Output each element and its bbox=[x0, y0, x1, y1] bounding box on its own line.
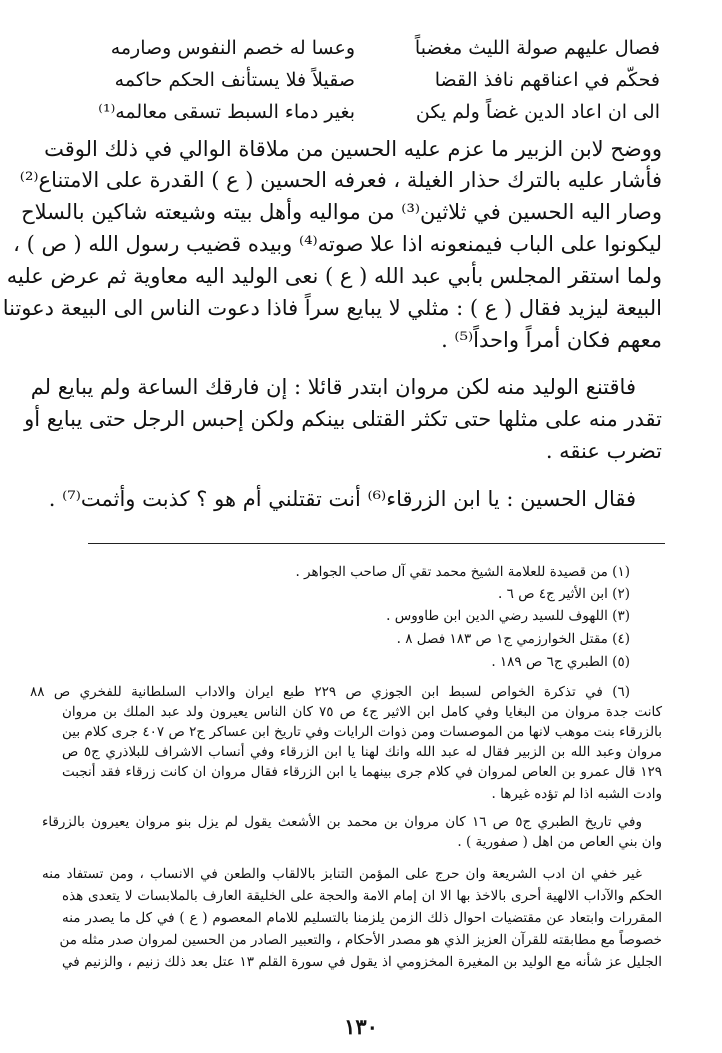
body-line: وصار اليه الحسين في ثلاثين⁽³⁾ من مواليه وأهل بيته وشيعته شاكين بالسلاح bbox=[21, 200, 662, 224]
verse-second-hemistich: وعسا له خصم النفوس وصارمه bbox=[110, 37, 355, 59]
footnote: (٦) في تذكرة الخواص لسبط ابن الجوزي ص ٢٢٩ طبع ايران والاداب السلطانية للفخري ص ٨٨ bbox=[30, 684, 631, 700]
body-line: فأشار عليه بالترك حذار الغيلة ، فعرفه الحسين ( ع ) القدرة على الامتناع⁽²⁾ bbox=[19, 168, 662, 192]
footnote: (٤) مقتل الخوارزمي ج١ ص ١٨٣ فصل ٨ . bbox=[396, 631, 630, 647]
verse-first-hemistich: الى ان اعاد الدين غضاً ولم يكن bbox=[415, 101, 660, 123]
footnote: (٥) الطبري ج٦ ص ١٨٩ . bbox=[491, 654, 630, 670]
footnote: (١) من قصيدة للعلامة الشيخ محمد تقي آل صاحب الجواهر . bbox=[295, 564, 630, 580]
footnote-line: الحكم والآداب الالهية أحرى بالاخذ بها الا ان إمام الامة والحجة على الخليقة العارف بالملابسات لا يتعدى هذه bbox=[62, 888, 662, 904]
page-number: ١٣٠ bbox=[344, 1014, 378, 1039]
body-line: ووضح لابن الزبير ما عزم عليه الحسين من ملاقاة الوالي في ذلك الوقت bbox=[44, 137, 662, 161]
body-line: ليكونوا على الباب فيمنعونه اذا علا صوته⁽⁴⁾ وبيده قضيب رسول الله ( ص ) ، bbox=[13, 232, 662, 256]
verse-second-hemistich: بغير دماء السبط تسقى معالمه⁽¹⁾ bbox=[98, 101, 355, 123]
footnote-line: وفي تاريخ الطبري ج٥ ص ١٦ كان مروان بن محمد بن الأشعث يقول لم يزل بنو مروان يعيرون بالزرقاء bbox=[42, 814, 643, 830]
body-line: تضرب عنقه . bbox=[545, 439, 662, 463]
verse-second-hemistich: صقيلاً فلا يستأنف الحكم حاكمه bbox=[114, 69, 355, 91]
verse-first-hemistich: فصال عليهم صولة الليث مغضباً bbox=[414, 37, 660, 59]
body-line: ولما استقر المجلس بأبي عبد الله ( ع ) نعى الوليد اليه معاوية ثم عرض عليه bbox=[6, 264, 662, 288]
footnote-line: بالزرقاء بنت موهب لانها من الموصسات ومن ذوات الرايات وفي تاريخ ابن عساكر ج٢ ص ٤٠٧ جرى كلام بين bbox=[62, 724, 662, 740]
poem-verse bbox=[70, 68, 660, 92]
footnote-line: مروان وعبد الله بن الزبير فقال له عبد الله وانك لهنا يا ابن الزرقاء وفي أنساب الاشراف للبلاذري ج٥ ص bbox=[62, 744, 662, 760]
footnote-line: خصوصاً مع مطابقته للقرآن العزيز الذي هو مصدر الأحكام ، والتعبير الصادر من الحسين لمروان صدر مثله من bbox=[59, 932, 662, 948]
body-line: تقدر منه على مثلها حتى تكثر القتلى بينكم ولكن إحبس الرجل حتى يبايع أو bbox=[24, 407, 662, 431]
footnote: (٢) ابن الأثير ج٤ ص ٦ . bbox=[498, 586, 630, 602]
body-line: فاقتنع الوليد منه لكن مروان ابتدر قائلا : إن فارقك الساعة ولم يبايع لم bbox=[30, 375, 636, 399]
footnote-separator bbox=[88, 543, 665, 544]
footnote-line: كانت جدة مروان من البغايا وفي كامل ابن الاثير ج٤ ص ٧٥ كان الناس يعيرون ولد عبد الملك بن مروان bbox=[62, 704, 663, 720]
body-line: معهم فكان أمراً واحداً⁽⁵⁾ . bbox=[441, 328, 662, 352]
footnote-line: وادت الشبه اذا لم تؤده غيرها . bbox=[491, 786, 662, 802]
verse-first-hemistich: فحكّم في اعناقهم نافذ القضا bbox=[434, 69, 660, 91]
poem-verse bbox=[70, 36, 660, 60]
footnote-line: الجليل عز شأنه مع الوليد بن المغيرة المخزومي اذ يقول في سورة القلم ١٣ عتل بعد ذلك زنيم ، والزنيم في bbox=[62, 954, 663, 970]
footnote-line: المقررات وابتعاد عن مقتضيات احوال ذلك الزمن يلزمنا بالتسليم للامام المعصوم ( ع ) في كل ما يصدر منه bbox=[62, 910, 662, 926]
body-line: فقال الحسين : يا ابن الزرقاء⁽⁶⁾ أنت تقتلني أم هو ؟ كذبت وأثمت⁽⁷⁾ . bbox=[48, 487, 636, 511]
footnote-line: وان بني العاص من اهل ( صفورية ) . bbox=[457, 834, 662, 850]
footnote-line: غير خفي ان ادب الشريعة وان حرج على المؤمن التنابز بالالقاب والطعن في الانساب ، ومن تستفاد منه bbox=[42, 866, 642, 882]
footnote: (٣) اللهوف للسيد رضي الدين ابن طاووس . bbox=[386, 608, 630, 624]
poem-verse bbox=[70, 100, 660, 124]
footnote-line: ١٢٩ قال عمرو بن العاص لمروان في كلام جرى بينهما يا ابن الزرقاء فقال مروان ان كانت زرقاء فقد أنجبت bbox=[62, 764, 662, 780]
body-line: البيعة ليزيد فقال ( ع ) : مثلي لا يبايع سراً فاذا دعوت الناس الى البيعة دعوتنا bbox=[2, 296, 662, 320]
